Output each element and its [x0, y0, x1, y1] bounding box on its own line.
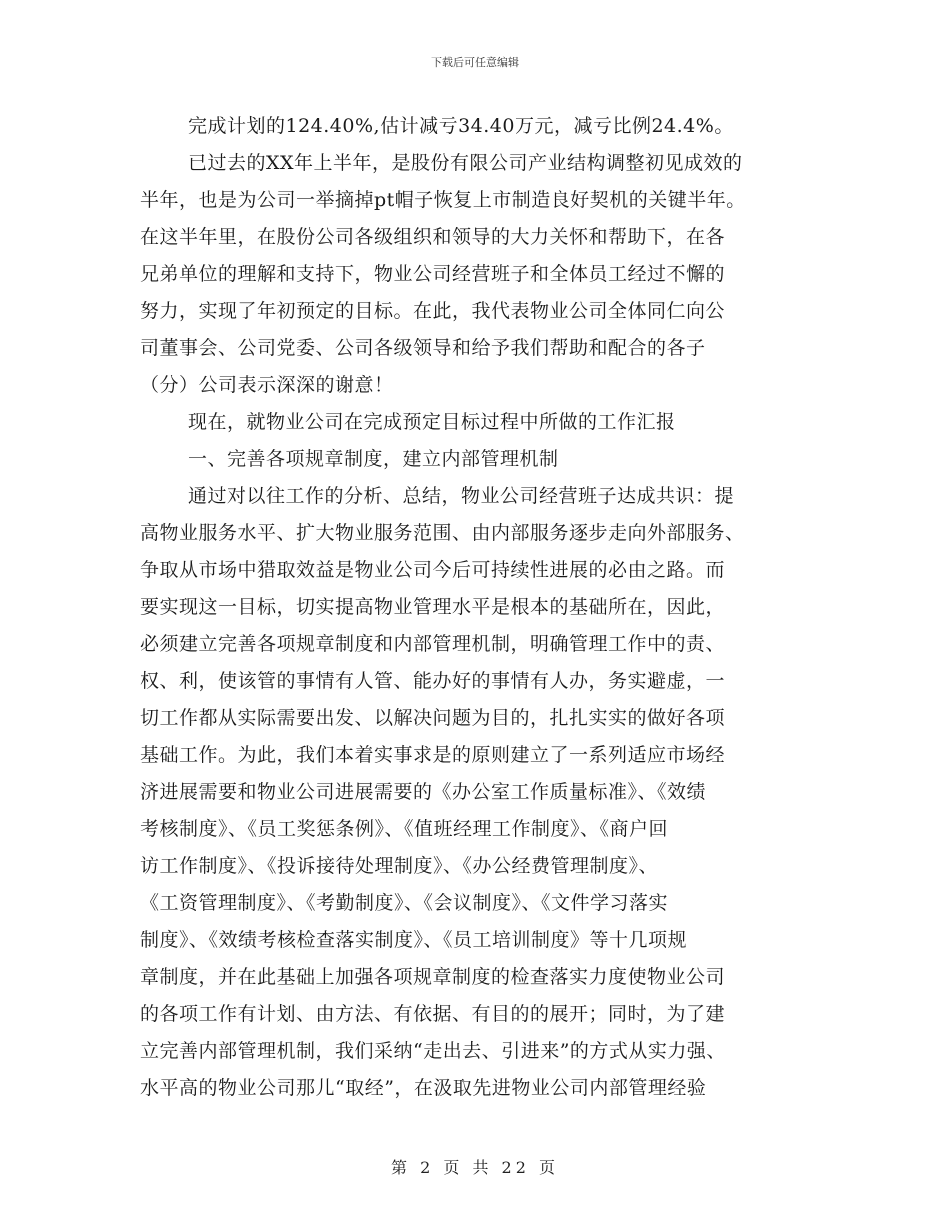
text-line: 访工作制度》、《投诉接待处理制度》、《办公经费管理制度》、	[140, 855, 659, 877]
text-line: 高物业服务水平、扩大物业服务范围、由内部服务逐步走向外部服务、	[140, 522, 745, 544]
text-line: 基础工作。为此，我们本着实事求是的原则建立了一系列适应市场经	[140, 744, 726, 766]
text-line: 在这半年里，在股份公司各级组织和领导的大力关怀和帮助下，在各	[140, 226, 726, 248]
page-header: 下载后可任意编辑	[431, 56, 519, 69]
page-footer: 第 2 页 共 22 页	[391, 1158, 559, 1177]
text-line: 的各项工作有计划、由方法、有依据、有目的的展开；同时，为了建	[140, 1003, 726, 1025]
text-line: 完成计划的124.40%,估计减亏34.40万元，减亏比例24.4%。	[188, 115, 734, 137]
text-line: 已过去的XX年上半年，是股份有限公司产业结构调整初见成效的	[188, 152, 743, 174]
text-line: （分）公司表示深深的谢意！	[140, 374, 394, 396]
text-line: 通过对以往工作的分析、总结，物业公司经营班子达成共识：提	[188, 485, 735, 507]
text-line: 切工作都从实际需要出发、以解决问题为目的，扎扎实实的做好各项	[140, 707, 726, 729]
text-line: 努力，实现了年初预定的目标。在此，我代表物业公司全体同仁向公	[140, 300, 726, 322]
text-line: 考核制度》、《员工奖惩条例》、《值班经理工作制度》、《商户回	[140, 818, 669, 840]
text-line: 权、利，使该管的事情有人管、能办好的事情有人办，务实避虚，一	[140, 670, 726, 692]
text-line: 半年，也是为公司一举摘掉pt帽子恢复上市制造良好契机的关键半年。	[140, 189, 746, 211]
text-line: 兄弟单位的理解和支持下，物业公司经营班子和全体员工经过不懈的	[140, 263, 726, 285]
text-line: 立完善内部管理机制，我们采纳“走出去、引进来”的方式从实力强、	[140, 1040, 726, 1062]
text-line: 现在，就物业公司在完成预定目标过程中所做的工作汇报	[188, 411, 676, 433]
text-line: 争取从市场中猎取效益是物业公司今后可持续性进展的必由之路。而	[140, 559, 726, 581]
text-line: 济进展需要和物业公司进展需要的《办公室工作质量标准》、《效绩	[140, 781, 707, 803]
document-body	[140, 108, 820, 1107]
text-line: 司董事会、公司党委、公司各级领导和给予我们帮助和配合的各子	[140, 337, 706, 359]
text-line: 制度》、《效绩考核检查落实制度》、《员工培训制度》等十几项规	[140, 929, 688, 951]
text-line: 水平高的物业公司那儿“取经”，在汲取先进物业公司内部管理经验	[140, 1077, 707, 1099]
text-line: 《工资管理制度》、《考勤制度》、《会议制度》、《文件学习落实	[140, 892, 669, 914]
text-line: 章制度，并在此基础上加强各项规章制度的检查落实力度使物业公司	[140, 966, 726, 988]
text-line: 一、完善各项规章制度，建立内部管理机制	[188, 448, 559, 470]
text-line: 必须建立完善各项规章制度和内部管理机制，明确管理工作中的责、	[140, 633, 726, 655]
text-line: 要实现这一目标，切实提高物业管理水平是根本的基础所在，因此，	[140, 596, 726, 618]
